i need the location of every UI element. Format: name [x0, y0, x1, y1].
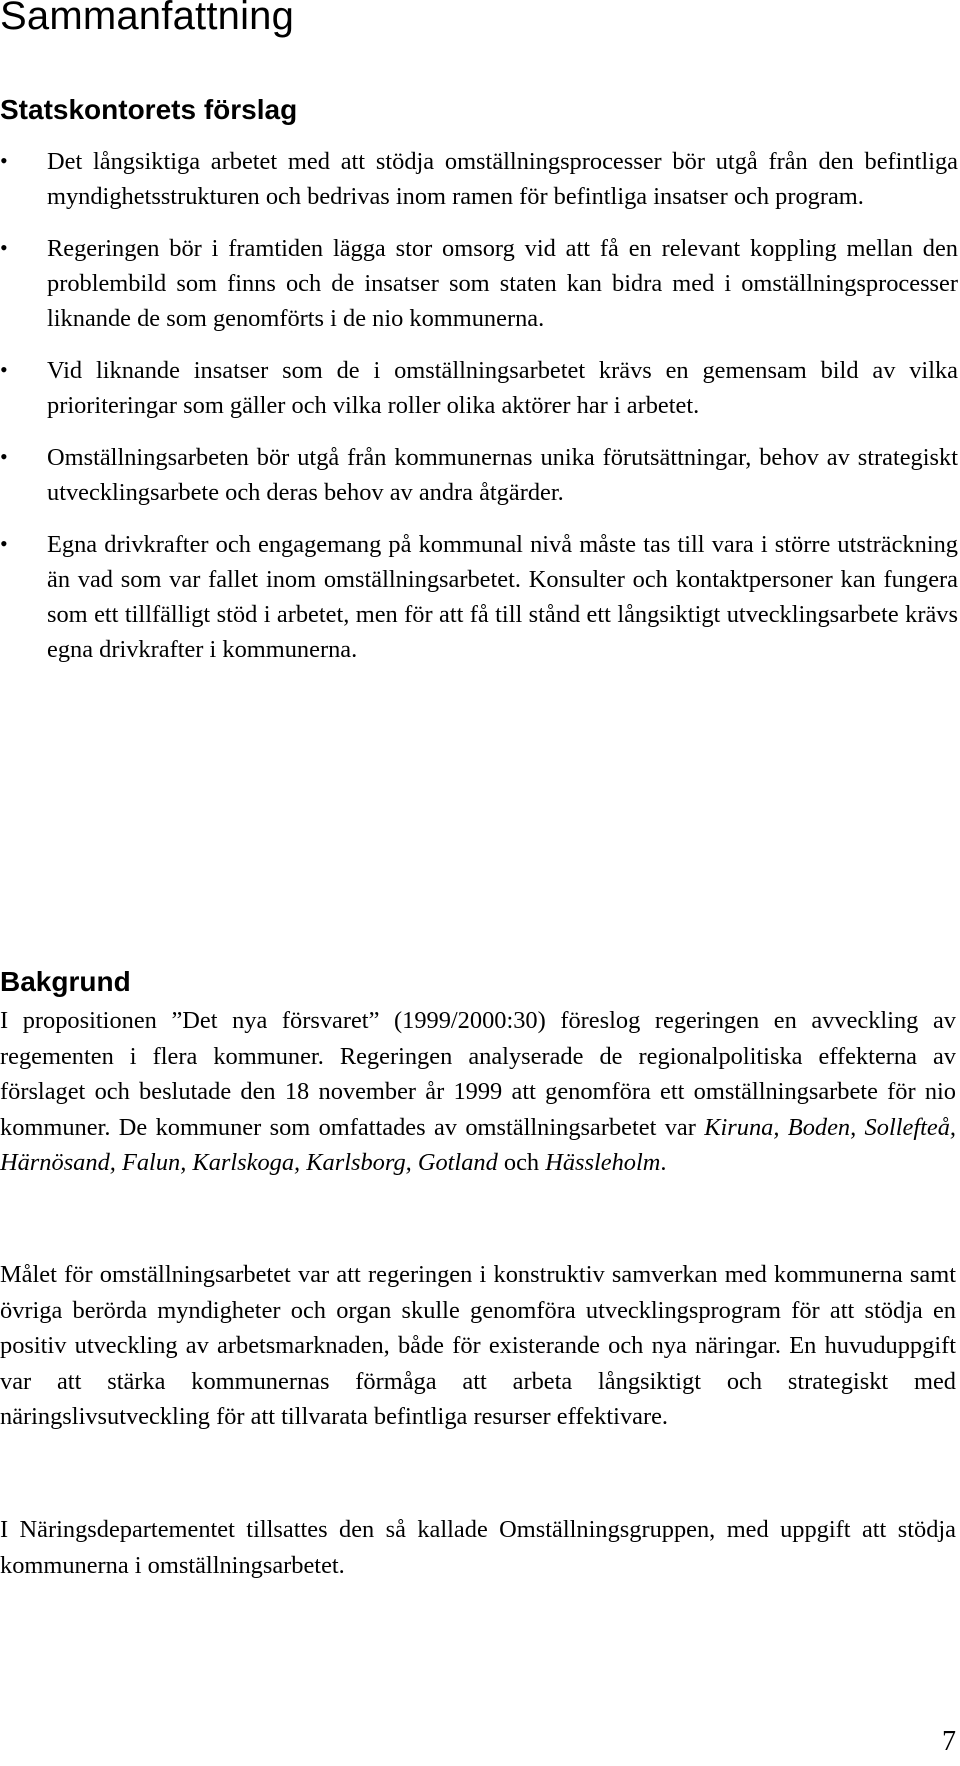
paragraph-text: .: [660, 1149, 667, 1176]
background-paragraph-3: I Näringsdepartementet tillsattes den så kallade Omställningsgruppen, med uppgift att stödja kommunerna i omställningsarbetet.: [0, 1516, 956, 1579]
list-item-text: Egna drivkrafter och engagemang på kommunal nivå måste tas till vara i större utsträckning än vad som var fallet inom omställningsarbetet. Konsulter och kontaktpersoner kan fungera som ett tillfälligt stöd i arbetet, men för att få till stånd ett långsiktigt utvecklingsarbete krävs egna drivkrafter i kommunerna.: [47, 531, 958, 663]
bullet-icon: •: [0, 531, 8, 556]
bullet-icon: •: [0, 235, 8, 260]
list-item-text: Det långsiktiga arbetet med att stödja omställningsprocesser bör utgå från den befintliga myndighetsstrukturen och bedrivas inom ramen för befintliga insatser och program.: [47, 148, 958, 210]
paragraph-text: och: [497, 1149, 546, 1176]
list-item-text: Regeringen bör i framtiden lägga stor omsorg vid att få en relevant koppling mellan den problembild som finns och de insatser som staten kan bidra med i omställningsprocesser liknande de som genomförts i de nio kommunerna.: [47, 235, 958, 332]
paragraph-text: I propositionen ”Det nya försvaret” (1999/2000:30) föreslog regeringen en avveckling av regementen i flera kommuner. Regeringen analyserade de regionalpolitiska effekterna av förslaget och beslutade den 18 november år 1999 att genomföra ett omställningsarbete för nio kommuner. De kommuner som omfattades av omställningsarbetet var: [0, 1007, 956, 1141]
municipality-name: Hässleholm: [545, 1149, 661, 1176]
background-paragraph-1: [0, 1003, 956, 1181]
section-heading-statskontorets-forslag: Statskontorets förslag: [0, 94, 298, 125]
section-heading-bakgrund: Bakgrund: [0, 966, 131, 997]
list-item-text: Omställningsarbeten bör utgå från kommunernas unika förutsättningar, behov av strategiskt utvecklingsarbete och deras behov av andra åtgärder.: [47, 444, 958, 506]
bullet-icon: •: [0, 357, 8, 382]
list-item: [0, 353, 958, 423]
list-item: [0, 440, 958, 510]
list-item: [0, 144, 958, 214]
list-item: [0, 231, 958, 336]
bullet-icon: •: [0, 444, 8, 469]
page-title: Sammanfattning: [0, 0, 295, 38]
background-paragraph-2: Målet för omställningsarbetet var att regeringen i konstruktiv samverkan med kommunerna samt övriga berörda myndigheter och organ skulle genomföra utvecklingsprogram för att stödja en positiv utveckling av arbetsmarknaden, både för existerande och nya näringar. En huvuduppgift var att stärka kommunernas förmåga att arbeta långsiktigt och strategiskt med näringslivsutveckling för att tillvarata befintliga resurser effektivare.: [0, 1261, 956, 1430]
bullet-icon: •: [0, 148, 8, 173]
list-item-text: Vid liknande insatser som de i omställningsarbetet krävs en gemensam bild av vilka prioriteringar som gäller och vilka roller olika aktörer har i arbetet.: [47, 357, 958, 419]
municipality-list: Kiruna, Boden, Sollefteå, Härnösand, Falun, Karlskoga, Karlsborg, Gotland: [0, 1113, 956, 1176]
list-item: [0, 527, 958, 667]
recommendation-list: [0, 144, 960, 684]
page-number: 7: [942, 1726, 956, 1757]
